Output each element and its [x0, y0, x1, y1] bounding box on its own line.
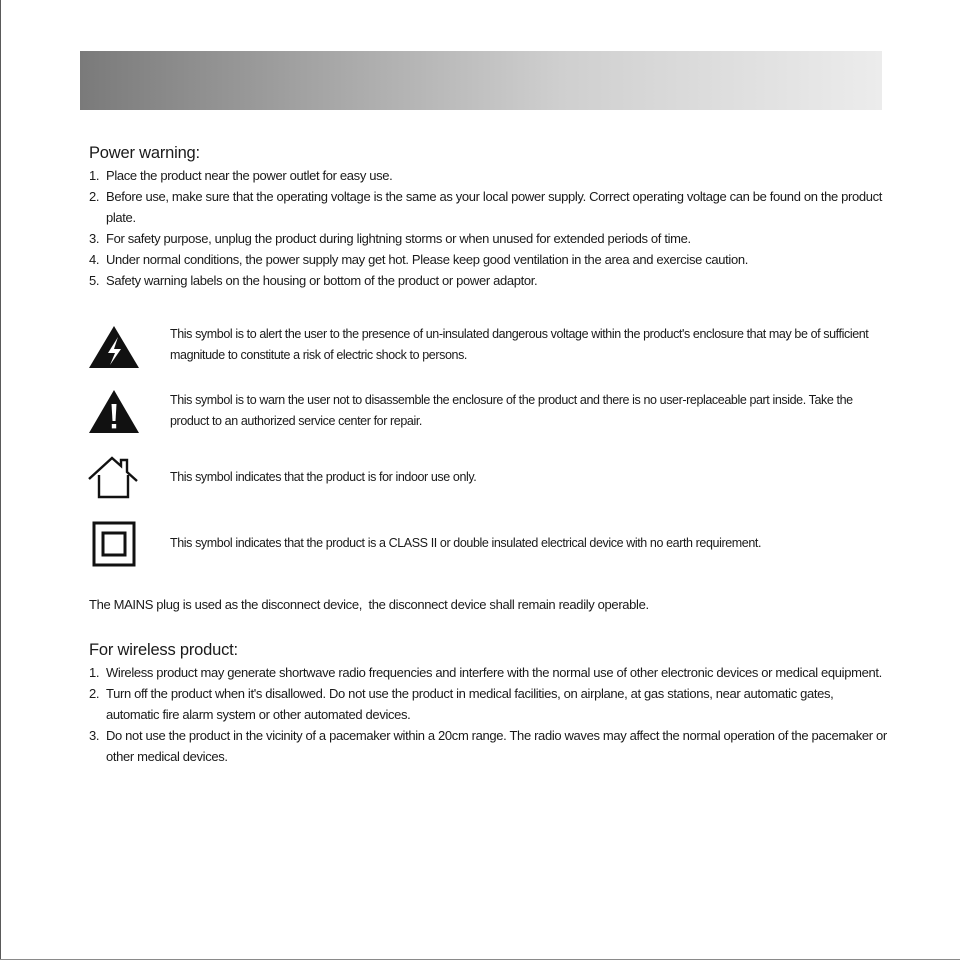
wireless-heading: For wireless product: — [89, 641, 238, 659]
list-item — [89, 165, 889, 186]
list-item — [89, 725, 889, 767]
mains-note: The MAINS plug is used as the disconnect device, the disconnect device shall remain readily operable. — [89, 597, 649, 612]
list-item-number: 1. — [89, 665, 100, 680]
lightning-warning-icon — [88, 324, 140, 374]
symbol-row-lightning — [88, 324, 888, 374]
list-item-number: 5. — [89, 273, 100, 288]
symbol-row-exclamation — [88, 390, 888, 440]
list-item-number: 1. — [89, 168, 100, 183]
list-item-text: Place the product near the power outlet for easy use. — [106, 168, 393, 183]
exclamation-warning-icon — [88, 390, 140, 440]
symbol-description: This symbol is to warn the user not to disassemble the enclosure of the product and there is no user-replaceable part inside. Take the product to an authorized service center for repair. — [170, 393, 853, 428]
list-item — [89, 662, 889, 683]
list-item-text: For safety purpose, unplug the product during lightning storms or when unused for extended periods of time. — [106, 231, 691, 246]
list-item-text: Under normal conditions, the power supply may get hot. Please keep good ventilation in the area and exercise caution. — [106, 252, 748, 267]
list-item — [89, 270, 889, 291]
list-item-number: 4. — [89, 252, 100, 267]
list-item-number: 2. — [89, 189, 100, 204]
list-item-number: 3. — [89, 728, 100, 743]
list-item-text: Turn off the product when it's disallowed. Do not use the product in medical facilities, on airplane, at gas stations, near automatic gates, automatic fire alarm system or other automated devices. — [106, 686, 834, 722]
list-item-text: Safety warning labels on the housing or bottom of the product or power adaptor. — [106, 273, 538, 288]
list-item-text: Do not use the product in the vicinity of a pacemaker within a 20cm range. The radio waves may affect the normal operation of the pacemaker or other medical devices. — [106, 728, 887, 764]
list-item — [89, 186, 889, 228]
wireless-list — [89, 662, 889, 767]
symbol-description: This symbol is to alert the user to the presence of un-insulated dangerous voltage within the product's enclosure that may be of sufficient magnitude to constitute a risk of electric shock to persons. — [170, 327, 869, 362]
symbol-row-class-ii — [88, 521, 888, 571]
wireless-section — [89, 640, 889, 767]
list-item-text: Wireless product may generate shortwave radio frequencies and interfere with the normal use of other electronic devices or medical equipment. — [106, 665, 882, 680]
list-item-text: Before use, make sure that the operating voltage is the same as your local power supply. Correct operating voltage can be found on the product plate. — [106, 189, 883, 225]
power-warning-heading: Power warning: — [89, 144, 200, 162]
list-item — [89, 249, 889, 270]
power-warning-list — [89, 165, 889, 291]
class-ii-double-insulation-icon — [88, 521, 140, 571]
list-item-number: 3. — [89, 231, 100, 246]
symbol-row-house — [88, 455, 888, 505]
list-item — [89, 683, 889, 725]
list-item-number: 2. — [89, 686, 100, 701]
page-left-border — [0, 0, 1, 960]
indoor-house-icon — [88, 455, 140, 505]
power-warning-section — [89, 143, 889, 291]
header-gradient-band — [80, 51, 882, 110]
symbol-description: This symbol indicates that the product is a CLASS II or double insulated electrical device with no earth requirement. — [170, 536, 762, 550]
list-item — [89, 228, 889, 249]
symbol-description: This symbol indicates that the product is for indoor use only. — [170, 470, 477, 484]
